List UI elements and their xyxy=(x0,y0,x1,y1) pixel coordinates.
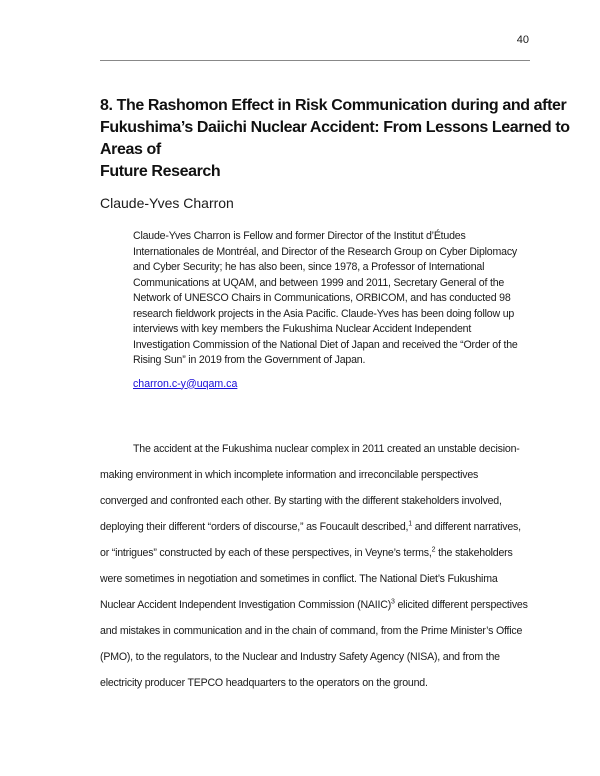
bio-line: Communications at UQAM, and between 1999 and 2011, Secretary General of the xyxy=(133,276,505,289)
text: and different narratives, xyxy=(412,520,521,533)
author-bio xyxy=(133,229,570,369)
text: deploying their different “orders of discourse,” as Foucault described, xyxy=(100,520,409,533)
bio-line: research fieldwork projects in the Asia Pacific. Claude-Yves has been doing follow up xyxy=(133,307,515,320)
header-rule xyxy=(100,60,530,61)
bio-line: Rising Sun” in 2019 from the Government of Japan. xyxy=(133,354,366,366)
text: or “intrigues” constructed by each of these perspectives, in Veyne’s terms, xyxy=(100,546,432,559)
page-content xyxy=(100,95,570,696)
title-line: Future Research xyxy=(100,163,221,180)
text: Nuclear Accident Independent Investigation Commission (NAIIC) xyxy=(100,598,392,611)
body-line: converged and confronted each other. By starting with the different stakeholders involved, xyxy=(100,494,502,507)
bio-line: Investigation Commission of the National Diet of Japan and received the “Order of the xyxy=(133,338,518,351)
bio-line: Internationales de Montréal, and Director of the Research Group on Cyber Diplomacy xyxy=(133,245,518,258)
body-line: and mistakes in communication and in the chain of command, from the Prime Minister’s Office xyxy=(100,624,523,637)
body-paragraph xyxy=(100,436,570,696)
text: the stakeholders xyxy=(435,546,513,559)
page-number: 40 xyxy=(516,34,529,46)
body-line: were sometimes in negotiation and sometimes in conflict. The National Diet’s Fukushima xyxy=(100,572,498,585)
footnote-ref[interactable]: 3 xyxy=(391,597,395,605)
author-name: Claude-Yves Charron xyxy=(100,195,234,211)
body-line: (PMO), to the regulators, to the Nuclear and Industry Safety Agency (NISA), and from the xyxy=(100,650,500,663)
chapter-title xyxy=(100,95,570,183)
body-line xyxy=(100,514,570,540)
author-email-link[interactable]: charron.c-y@uqam.ca xyxy=(133,377,238,390)
title-line: 8. The Rashomon Effect in Risk Communication during and after xyxy=(100,97,567,114)
text: elicited different perspectives xyxy=(394,598,528,611)
body-line: electricity producer TEPCO headquarters to the operators on the ground. xyxy=(100,676,428,689)
footnote-ref[interactable]: 1 xyxy=(408,519,412,527)
bio-line: Network of UNESCO Chairs in Communications, ORBICOM, and has conducted 98 xyxy=(133,292,511,304)
body-line xyxy=(100,592,570,618)
title-line: Fukushima’s Daiichi Nuclear Accident: From Lessons Learned to Areas of xyxy=(100,119,570,158)
footnote-ref[interactable]: 2 xyxy=(431,545,436,553)
body-line: making environment in which incomplete information and irreconcilable perspectives xyxy=(100,468,479,481)
body-line: The accident at the Fukushima nuclear complex in 2011 created an unstable decision- xyxy=(133,442,520,455)
bio-line: and Cyber Security; he has also been, since 1978, a Professor of International xyxy=(133,261,485,273)
body-line xyxy=(100,540,570,566)
bio-line: interviews with key members the Fukushima Nuclear Accident Independent xyxy=(133,323,472,335)
bio-line: Claude-Yves Charron is Fellow and former Director of the Institut d’Études xyxy=(133,230,466,242)
